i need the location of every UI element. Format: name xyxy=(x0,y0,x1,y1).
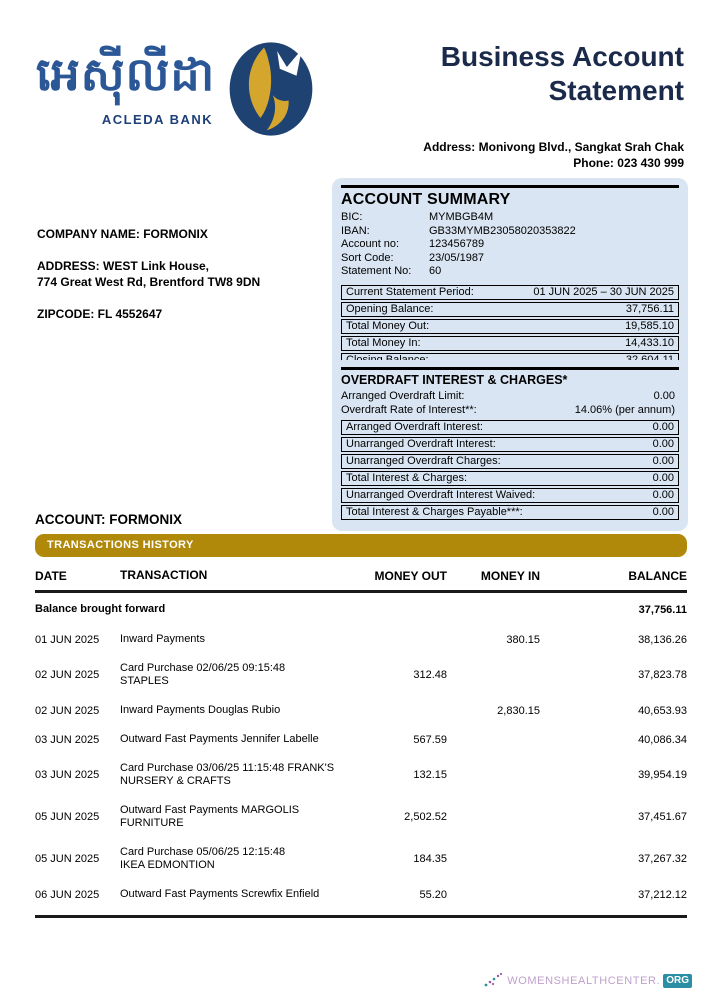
overdraft-row-total-payable: Total Interest & Charges Payable***: 0.00 xyxy=(341,505,679,520)
transaction-row: 03 JUN 2025 Card Purchase 03/06/25 11:15:48 FRANK'S NURSERY & CRAFTS 132.15 39,954.19 xyxy=(35,762,687,787)
col-header-money-out: MONEY OUT xyxy=(374,569,447,583)
overdraft-row-total-interest: Total Interest & Charges: 0.00 xyxy=(341,471,679,486)
summary-row-statement-period: Current Statement Period: 01 JUN 2025 – 30 JUN 2025 xyxy=(341,285,679,300)
document-title-line1: Business Account xyxy=(440,41,684,72)
transactions-header-row xyxy=(35,569,687,593)
summary-row-total-money-in: Total Money In: 14,433.10 xyxy=(341,336,679,351)
transaction-row: 06 JUN 2025 Outward Fast Payments Screwfix Enfield 55.20 37,212.12 xyxy=(35,888,687,901)
transaction-row: 02 JUN 2025 Card Purchase 02/06/25 09:15:48 STAPLES 312.48 37,823.78 xyxy=(35,662,687,687)
col-header-transaction: TRANSACTION xyxy=(120,568,208,582)
summary-detail-account-no: Account no: 123456789 xyxy=(341,238,485,250)
col-header-money-in: MONEY IN xyxy=(480,569,540,583)
transactions-history-banner: TRANSACTIONS HISTORY xyxy=(35,534,687,557)
account-heading: ACCOUNT: FORMONIX xyxy=(35,512,182,527)
bank-address: Address: Monivong Blvd., Sangkat Srah Chak xyxy=(423,140,684,154)
acleda-khmer-wordmark: អេស៊ីលីដា xyxy=(36,48,216,100)
company-address-line2: 774 Great West Rd, Brentford TW8 9DN xyxy=(37,275,261,289)
summary-detail-iban: IBAN: GB33MYMB23058020353822 xyxy=(341,224,576,237)
summary-row-opening-balance: Opening Balance: 37,756.11 xyxy=(341,302,679,317)
transaction-row: 02 JUN 2025 Inward Payments Douglas Rubio 2,830.15 40,653.93 xyxy=(35,704,687,717)
overdraft-charges-box xyxy=(332,360,688,531)
acleda-bank-name: ACLEDA BANK xyxy=(101,112,214,127)
transaction-row: 05 JUN 2025 Card Purchase 05/06/25 12:15:48 IKEA EDMONTION 184.35 37,267.32 xyxy=(35,846,687,871)
col-header-date: DATE xyxy=(35,569,67,583)
footer-watermark xyxy=(483,972,692,990)
overdraft-row-limit: Arranged Overdraft Limit: 0.00 xyxy=(341,390,675,402)
acleda-bank-logo xyxy=(36,38,315,138)
bank-phone: Phone: 023 430 999 xyxy=(573,156,684,170)
company-name: COMPANY NAME: FORMONIX xyxy=(37,227,208,241)
summary-detail-bic: BIC: MYMBGB4M xyxy=(341,211,494,223)
bank-contact-block xyxy=(423,139,684,171)
summary-detail-statement-no: Statement No: 60 xyxy=(341,265,442,277)
transactions-bottom-rule xyxy=(35,915,687,918)
footer-dots-icon xyxy=(483,972,505,990)
summary-detail-sort-code: Sort Code: 23/05/1987 xyxy=(341,251,485,264)
account-summary-title: ACCOUNT SUMMARY xyxy=(341,191,511,208)
document-title xyxy=(441,40,684,108)
transaction-row: 03 JUN 2025 Outward Fast Payments Jennifer Labelle 567.59 40,086.34 xyxy=(35,733,687,746)
overdraft-row-interest-waived: Unarranged Overdraft Interest Waived: 0.00 xyxy=(341,488,679,503)
document-title-line2: Statement xyxy=(548,75,684,106)
acleda-bird-icon xyxy=(227,40,315,138)
transactions-table xyxy=(35,569,687,918)
footer-org-badge: ORG xyxy=(663,974,692,988)
overdraft-row-rate: Overdraft Rate of Interest**: 14.06% (per annum) xyxy=(341,404,675,416)
transaction-row: 01 JUN 2025 Inward Payments 380.15 38,136.26 xyxy=(35,633,687,646)
overdraft-row-unarranged-interest: Unarranged Overdraft Interest: 0.00 xyxy=(341,437,679,452)
company-address-line1: ADDRESS: WEST Link House, xyxy=(37,259,210,273)
transaction-row: 05 JUN 2025 Outward Fast Payments MARGOLIS FURNITURE 2,502.52 37,451.67 xyxy=(35,804,687,829)
overdraft-top-rule xyxy=(341,367,679,370)
col-header-balance: BALANCE xyxy=(628,569,687,583)
overdraft-title: OVERDRAFT INTEREST & CHARGES* xyxy=(341,373,568,387)
overdraft-row-arranged-interest: Arranged Overdraft Interest: 0.00 xyxy=(341,420,679,435)
summary-row-total-money-out: Total Money Out: 19,585.10 xyxy=(341,319,679,334)
balance-brought-forward-row: Balance brought forward 37,756.11 xyxy=(35,603,687,616)
overdraft-row-unarranged-charges: Unarranged Overdraft Charges: 0.00 xyxy=(341,454,679,469)
company-zipcode: ZIPCODE: FL 4552647 xyxy=(37,307,163,321)
account-summary-box xyxy=(332,178,688,379)
company-info-block xyxy=(37,226,260,322)
summary-top-rule xyxy=(341,185,679,188)
footer-brand-text: WOMENSHEALTHCENTER. xyxy=(507,975,661,987)
transactions-section xyxy=(35,512,687,918)
